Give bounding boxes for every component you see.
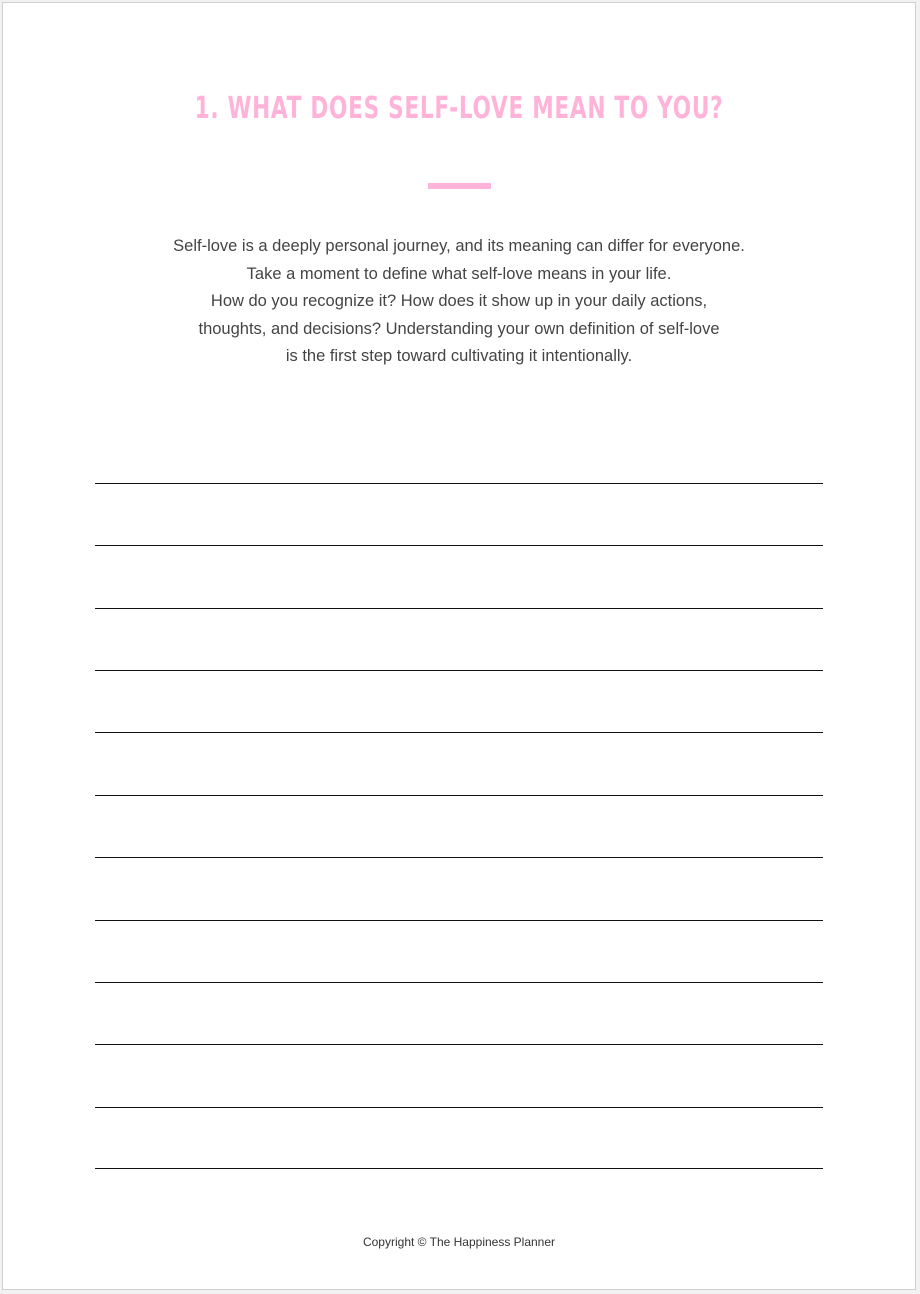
writing-line[interactable]: [95, 857, 823, 858]
writing-line[interactable]: [95, 732, 823, 733]
writing-line[interactable]: [95, 545, 823, 546]
writing-line[interactable]: [95, 1168, 823, 1169]
intro-line: Self-love is a deeply personal journey, and its meaning can differ for everyone.: [173, 237, 745, 255]
intro-line: How do you recognize it? How does it show up in your daily actions,: [210, 292, 708, 311]
title-accent-divider: [428, 183, 491, 189]
intro-line: is the first step toward cultivating it intentionally.: [285, 347, 633, 366]
writing-line[interactable]: [95, 483, 823, 484]
writing-line[interactable]: [95, 1107, 823, 1108]
writing-line[interactable]: [95, 1044, 823, 1045]
intro-line: Take a moment to define what self-love means in your life.: [246, 264, 672, 283]
page-title: 1. WHAT DOES SELF-LOVE MEAN TO YOU?: [194, 91, 724, 126]
writing-line[interactable]: [95, 670, 823, 671]
journal-page: [2, 2, 916, 1290]
writing-line[interactable]: [95, 608, 823, 609]
copyright-footer: Copyright © The Happiness Planner: [362, 1235, 556, 1249]
writing-line[interactable]: [95, 795, 823, 796]
writing-line[interactable]: [95, 982, 823, 983]
writing-line[interactable]: [95, 920, 823, 921]
intro-line: thoughts, and decisions? Understanding your own definition of self-love: [198, 319, 720, 338]
intro-paragraph: [103, 233, 815, 371]
